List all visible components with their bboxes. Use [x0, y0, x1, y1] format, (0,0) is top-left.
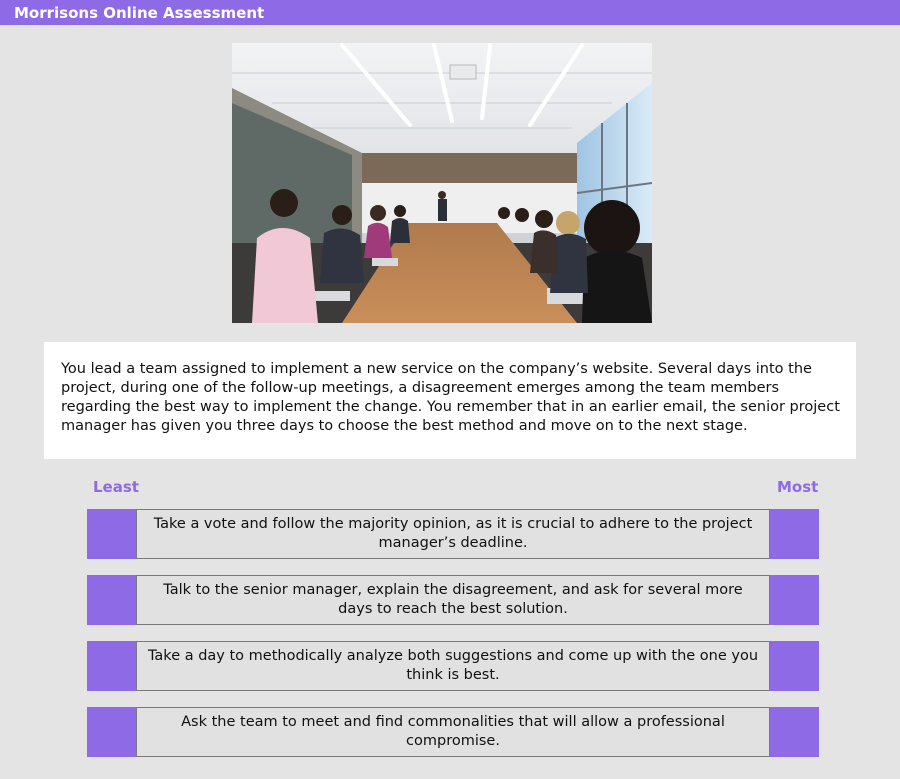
option-text-1 [136, 509, 770, 559]
option-text-3 [136, 641, 770, 691]
least-button-2[interactable] [87, 575, 136, 625]
meeting-room-photo [232, 43, 652, 323]
option-text-4 [136, 707, 770, 757]
most-button-1[interactable] [770, 509, 819, 559]
most-button-4[interactable] [770, 707, 819, 757]
most-label: Most [777, 478, 819, 496]
header-bar [0, 0, 900, 25]
scenario-card [44, 342, 856, 459]
app-title: Morrisons Online Assessment [14, 4, 265, 22]
least-button-1[interactable] [87, 509, 136, 559]
option-label-3: Take a day to methodically analyze both suggestions and come up with the one you think is best. [147, 648, 759, 683]
option-label-1: Take a vote and follow the majority opinion, as it is crucial to adhere to the project manager’s deadline. [153, 516, 753, 551]
option-text-2 [136, 575, 770, 625]
option-label-2: Talk to the senior manager, explain the disagreement, and ask for several more days to reach the best solution. [163, 582, 743, 617]
least-label: Least [93, 478, 139, 496]
most-button-2[interactable] [770, 575, 819, 625]
option-row-2 [87, 575, 819, 625]
scenario-text: You lead a team assigned to implement a new service on the company’s website. Several days into the project, during one of the follow-up meetings, a disagreement emerges among the team members regarding the best way to implement the change. You remember that in an earlier email, the senior project manager has given you three days to choose the best method and move on to the next stage. [61, 361, 840, 434]
least-button-3[interactable] [87, 641, 136, 691]
option-row-4 [87, 707, 819, 757]
option-row-1 [87, 509, 819, 559]
option-row-3 [87, 641, 819, 691]
most-button-3[interactable] [770, 641, 819, 691]
option-label-4: Ask the team to meet and find commonalities that will allow a professional compromise. [181, 714, 725, 749]
least-button-4[interactable] [87, 707, 136, 757]
